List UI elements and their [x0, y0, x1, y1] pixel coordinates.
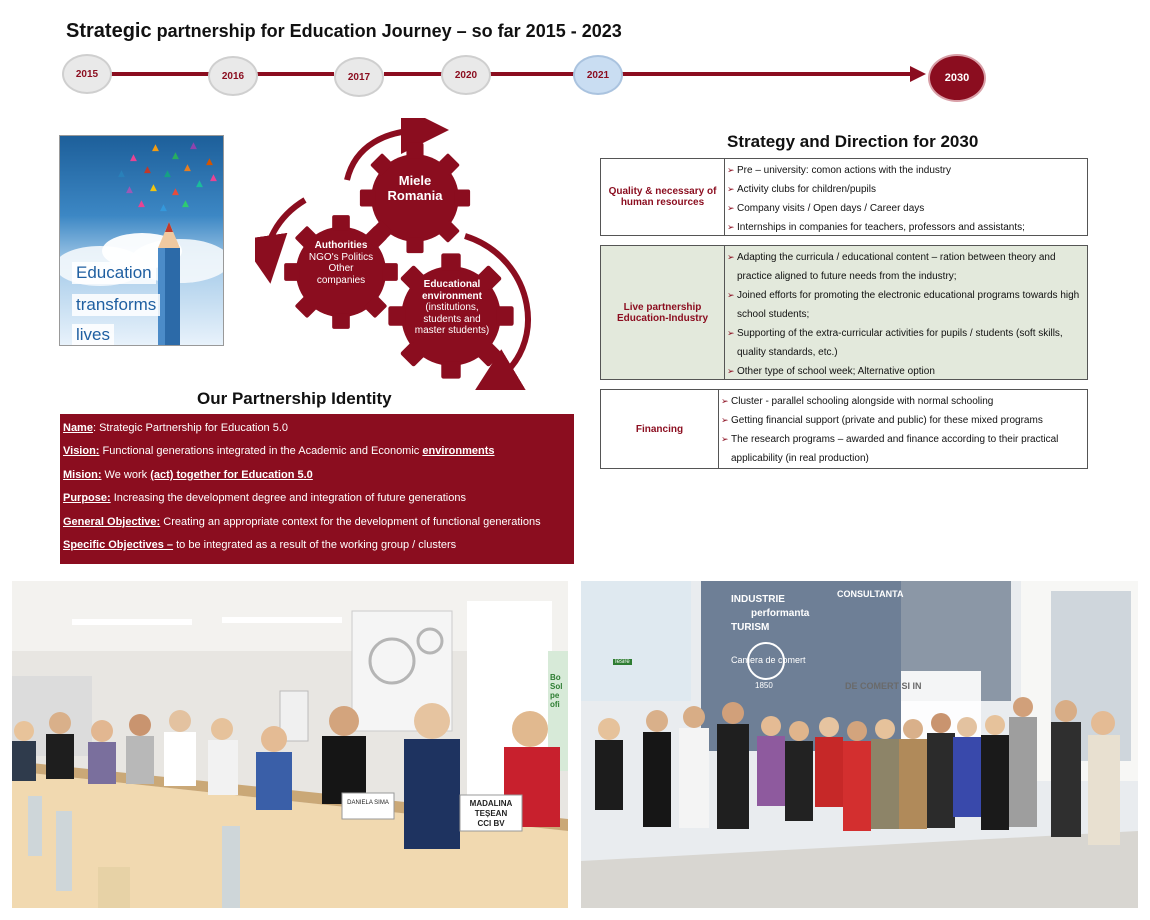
identity-text: We work	[101, 468, 151, 481]
timeline-node-2016: 2016	[208, 56, 258, 96]
name-card-2: DANIELA SIMA	[347, 800, 389, 806]
arrow-bullet-icon: ➢	[721, 434, 729, 444]
seal-year: 1850	[755, 681, 773, 690]
arrow-bullet-icon: ➢	[727, 203, 735, 213]
svg-text:▲: ▲	[144, 165, 151, 175]
poster-line-2: Sol pe ofi	[550, 682, 563, 709]
timeline-node-2020: 2020	[441, 55, 491, 95]
arrow-bullet-icon: ➢	[727, 366, 735, 376]
strategy-block-human-resources	[600, 158, 1088, 236]
arrow-bullet-icon: ➢	[727, 252, 735, 262]
strategy-block-financing	[600, 389, 1088, 469]
wall-word-camera: Camera de comert	[731, 655, 806, 665]
banner-text: DE COMERT SI IN	[845, 681, 922, 691]
group-photo	[581, 581, 1138, 908]
cover-line-3: lives	[72, 324, 114, 346]
strategy-item	[727, 161, 1085, 180]
identity-emphasis: environments	[422, 445, 495, 458]
gear-left-line3: Other	[328, 263, 354, 274]
strategy-item	[721, 430, 1085, 468]
gear-left-title: Authorities	[314, 240, 368, 251]
wall-word: performanta	[751, 608, 810, 619]
gear-left-line2: NGO's Politics	[308, 251, 374, 263]
gear-right-line3: students and	[423, 313, 481, 325]
title-bold: Strategic	[66, 20, 152, 42]
identity-box	[60, 414, 574, 564]
strategy-item	[727, 199, 1085, 218]
gear-right-title2: environment	[421, 290, 482, 302]
cover-line-2: transforms	[72, 294, 160, 316]
identity-key: Vision:	[63, 445, 100, 458]
strategy-item	[727, 248, 1085, 286]
strategy-items	[719, 390, 1087, 468]
timeline-node-2030: 2030	[928, 54, 986, 102]
arrow-bullet-icon: ➢	[721, 415, 729, 425]
strategy-item	[727, 286, 1085, 324]
strategy-block-live-partnership	[600, 245, 1088, 380]
gear-right-line2: (institutions,	[425, 302, 479, 313]
identity-sep: :	[92, 422, 97, 434]
strategy-item-text: Other type of school week; Alternative option	[737, 366, 935, 377]
wall-word: INDUSTRIE	[731, 594, 785, 605]
timeline-line	[384, 72, 442, 76]
gear-miele-romania	[365, 174, 465, 204]
title-rest: partnership for Education Journey – so far 2015 - 2023	[156, 21, 622, 41]
svg-text:▲: ▲	[190, 141, 197, 151]
svg-text:▲: ▲	[118, 169, 125, 179]
poster-line-1: Bo	[550, 673, 561, 682]
strategy-item	[727, 180, 1085, 199]
timeline-node-2017: 2017	[334, 57, 384, 97]
partnership-gears-diagram	[255, 118, 555, 390]
identity-text: to be integrated as a result of the working group / clusters	[173, 538, 457, 551]
svg-text:▲: ▲	[210, 173, 217, 183]
identity-key: General Objective:	[63, 515, 161, 528]
strategy-item-text: Company visits / Open days / Career days	[737, 203, 925, 214]
identity-row-mision	[63, 465, 571, 488]
strategy-items	[725, 159, 1087, 235]
arrow-bullet-icon: ➢	[727, 290, 735, 300]
svg-text:▲: ▲	[152, 143, 159, 153]
identity-text: Strategic Partnership for Education 5.0	[96, 422, 289, 434]
arrow-bullet-icon: ➢	[727, 222, 735, 232]
arrow-bullet-icon: ➢	[721, 396, 729, 406]
timeline-node-2021: 2021	[573, 55, 623, 95]
strategy-item	[727, 362, 1085, 381]
identity-row-general-objective	[63, 512, 571, 535]
gear-educational-environment	[396, 279, 508, 337]
identity-row-vision	[63, 441, 571, 464]
strategy-item-text: Joined efforts for promoting the electronic educational programs towards high school students;	[737, 290, 1080, 320]
strategy-item-text: Adapting the curricula / educational content – ration between theory and practice aligned to future needs from the industry;	[737, 252, 1056, 282]
wall-word: TURISM	[731, 622, 770, 633]
gear-right-line4: master students)	[414, 325, 490, 336]
cover-line-1: Education	[72, 262, 156, 284]
strategy-heading: Financing	[601, 390, 719, 468]
strategy-item	[721, 411, 1085, 430]
timeline-arrow-icon	[910, 66, 926, 82]
gear-top-line2: Romania	[387, 187, 443, 203]
svg-text:▲: ▲	[130, 153, 137, 163]
page-title	[66, 20, 622, 43]
strategy-item-text: The research programs – awarded and finance according to their practical applicability (in real production)	[731, 434, 1059, 464]
gear-right-title: Educational	[423, 279, 481, 290]
svg-text:▲: ▲	[172, 151, 179, 161]
timeline-line	[254, 72, 334, 76]
identity-row-purpose	[63, 488, 571, 511]
svg-text:▲: ▲	[184, 163, 191, 173]
identity-emphasis: (act) together for Education 5.0	[150, 468, 313, 481]
arrow-bullet-icon: ➢	[727, 165, 735, 175]
identity-text: Creating an appropriate context for the development of functional generations	[160, 515, 541, 528]
svg-text:▲: ▲	[164, 169, 171, 179]
strategy-item-text: Activity clubs for children/pupils	[737, 184, 876, 195]
strategy-heading: Live partnership Education-Industry	[601, 246, 725, 379]
identity-text: Functional generations integrated in the Academic and Economic	[99, 445, 423, 458]
svg-text:▲: ▲	[206, 157, 213, 167]
strategy-item-text: Pre – university: comon actions with the industry	[737, 165, 951, 176]
svg-text:▲: ▲	[172, 187, 179, 197]
identity-key: Specific Objectives –	[63, 538, 174, 551]
identity-title: Our Partnership Identity	[197, 389, 392, 408]
strategy-items	[725, 246, 1087, 379]
name-card-name: MADALINA TEȘEAN	[469, 799, 513, 818]
wall-word-consultanta: CONSULTANTA	[837, 589, 904, 599]
meeting-room-illustration	[12, 581, 568, 908]
wall-words	[731, 593, 809, 635]
arrow-bullet-icon: ➢	[727, 184, 735, 194]
svg-text:▲: ▲	[196, 179, 203, 189]
strategy-heading: Quality & necessary of human resources	[601, 159, 725, 235]
svg-text:▲: ▲	[150, 183, 157, 193]
identity-key: Name	[63, 422, 93, 434]
identity-row-name	[63, 418, 571, 441]
timeline-node-2015: 2015	[62, 54, 112, 94]
exit-sign: Iesire	[615, 659, 630, 665]
strategy-item-text: Getting financial support (private and public) for these mixed programs	[731, 415, 1043, 426]
strategy-item	[721, 392, 1085, 411]
identity-row-specific-objectives	[63, 535, 571, 558]
gear-left-line4: companies	[316, 274, 366, 286]
timeline-line	[110, 72, 210, 76]
timeline-line	[622, 72, 912, 76]
education-cover-image	[59, 135, 224, 346]
poster-text	[550, 673, 568, 709]
strategy-item	[727, 324, 1085, 362]
strategy-item	[727, 218, 1085, 237]
svg-text:▲: ▲	[182, 199, 189, 209]
strategy-item-text: Internships in companies for teachers, professors and assistants;	[737, 222, 1025, 233]
timeline-line	[490, 72, 576, 76]
strategy-title: Strategy and Direction for 2030	[727, 132, 979, 151]
strategy-item-text: Supporting of the extra-curricular activities for pupils / students (soft skills, quality standards, etc.)	[737, 328, 1063, 358]
svg-text:▲: ▲	[126, 185, 133, 195]
meeting-photo	[12, 581, 568, 908]
group-photo-illustration	[581, 581, 1138, 908]
svg-text:▲: ▲	[138, 199, 145, 209]
gear-top-line1: Miele	[398, 173, 432, 188]
identity-key: Purpose:	[63, 492, 111, 505]
svg-text:▲: ▲	[160, 203, 167, 213]
arrow-bullet-icon: ➢	[727, 328, 735, 338]
strategy-item-text: Cluster - parallel schooling alongside with normal schooling	[731, 396, 994, 407]
name-card-org: CCI BV	[477, 819, 505, 828]
gear-authorities	[291, 240, 391, 286]
identity-text: Increasing the development degree and integration of future generations	[110, 492, 466, 505]
name-card	[461, 799, 521, 829]
identity-key: Mision:	[63, 468, 102, 481]
